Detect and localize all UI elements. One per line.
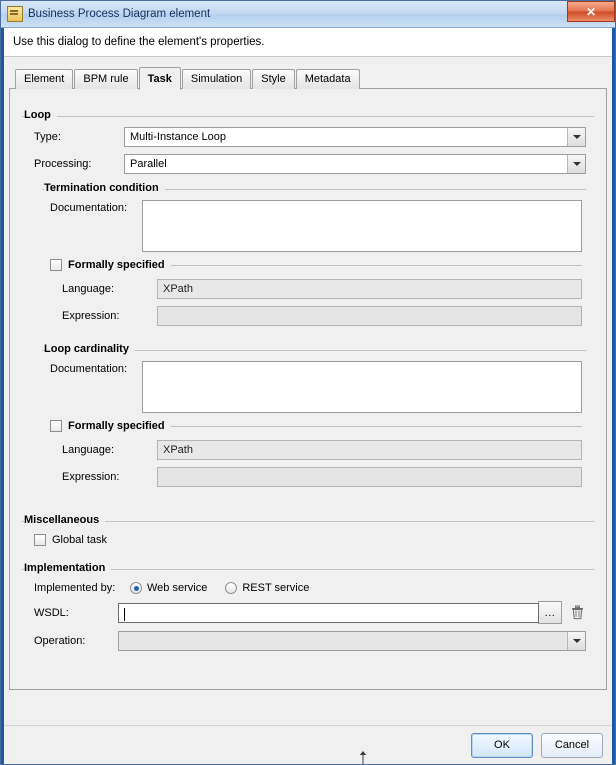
window-controls [567, 1, 615, 23]
resize-handle-icon[interactable] [356, 750, 370, 764]
termination-documentation-textarea[interactable] [142, 200, 582, 252]
cardinality-expression-field[interactable] [157, 467, 582, 487]
termination-documentation-row [50, 200, 582, 252]
cardinality-title: Loop cardinality [44, 343, 135, 355]
cardinality-formally-specified-label: Formally specified [68, 420, 165, 432]
implementation-title: Implementation [24, 562, 111, 574]
dialog-footer [1, 725, 615, 764]
loop-cardinality-group [42, 343, 586, 496]
miscellaneous-divider [22, 521, 594, 522]
termination-language-label: Language: [62, 283, 114, 295]
cardinality-body [42, 355, 586, 496]
termination-documentation-label: Documentation: [50, 202, 128, 214]
loop-processing-label: Processing: [34, 158, 92, 170]
window-left-edge [1, 28, 4, 764]
radio-web-service[interactable] [130, 582, 142, 594]
termination-language-field[interactable]: XPath [157, 279, 582, 299]
radio-web-service-label: Web service [147, 582, 208, 594]
loop-processing-value: Parallel [130, 158, 167, 170]
tab-bpm-rule[interactable]: BPM rule [74, 69, 137, 89]
loop-group-divider [22, 116, 594, 117]
tab-task[interactable]: Task [139, 67, 181, 90]
loop-group-body [22, 121, 594, 500]
wsdl-row [34, 601, 586, 624]
loop-processing-row [34, 154, 586, 174]
task-tab-panel [9, 88, 607, 690]
title-bar [1, 1, 615, 28]
close-icon[interactable]: ✕ [567, 1, 615, 22]
implemented-by-row [34, 582, 586, 594]
operation-select[interactable] [118, 631, 586, 651]
miscellaneous-group [22, 514, 594, 552]
tab-element[interactable]: Element [15, 69, 73, 89]
window-right-edge [612, 28, 615, 764]
cardinality-language-field[interactable]: XPath [157, 440, 582, 460]
cancel-button[interactable]: Cancel [541, 733, 603, 758]
chevron-down-icon[interactable] [567, 632, 585, 650]
termination-formally-specified-label: Formally specified [68, 259, 165, 271]
termination-body [42, 194, 586, 335]
cardinality-formally-specified-checkbox[interactable] [50, 420, 62, 432]
tab-bar [9, 67, 607, 89]
radio-rest-service[interactable] [225, 582, 237, 594]
cardinality-documentation-row [50, 361, 582, 413]
implementation-group [22, 562, 594, 662]
termination-expression-row [62, 306, 582, 326]
tab-style[interactable]: Style [252, 69, 294, 89]
loop-type-row [34, 127, 586, 147]
operation-row [34, 631, 586, 651]
termination-formally-divider [171, 265, 582, 266]
cardinality-expression-label: Expression: [62, 471, 120, 483]
window-title: Business Process Diagram element [28, 8, 211, 20]
wsdl-label: WSDL: [34, 606, 69, 619]
termination-condition-group [42, 182, 586, 335]
dialog-description: Use this dialog to define the element's properties. [1, 28, 615, 57]
loop-group [22, 109, 594, 500]
wsdl-input[interactable] [118, 603, 539, 623]
termination-formally-specified-checkbox[interactable] [50, 259, 62, 271]
loop-type-select[interactable] [124, 127, 586, 147]
implemented-by-label: Implemented by: [34, 582, 116, 594]
cardinality-formally-specified-header [50, 420, 582, 432]
chevron-down-icon[interactable] [567, 155, 585, 173]
global-task-checkbox[interactable] [34, 534, 46, 546]
loop-processing-select[interactable] [124, 154, 586, 174]
wsdl-browse-button[interactable]: ... [538, 601, 562, 624]
cardinality-formally-divider [171, 426, 582, 427]
implementation-body [22, 574, 594, 662]
global-task-label: Global task [52, 534, 108, 546]
loop-type-value: Multi-Instance Loop [130, 131, 226, 143]
cardinality-expression-row [62, 467, 582, 487]
termination-language-row [62, 279, 582, 299]
cardinality-documentation-textarea[interactable] [142, 361, 582, 413]
termination-expression-label: Expression: [62, 310, 120, 322]
termination-formally-specified-header [50, 259, 582, 271]
ok-button[interactable]: OK [471, 733, 533, 758]
loop-type-label: Type: [34, 131, 61, 143]
trash-icon[interactable] [568, 603, 586, 623]
cardinality-documentation-label: Documentation: [50, 363, 128, 375]
global-task-row [34, 534, 586, 546]
operation-label: Operation: [34, 635, 86, 647]
dialog-body [1, 57, 615, 725]
miscellaneous-body [22, 526, 594, 552]
termination-title: Termination condition [44, 182, 165, 194]
cardinality-language-row [62, 440, 582, 460]
tab-simulation[interactable]: Simulation [182, 69, 251, 89]
cardinality-language-label: Language: [62, 444, 114, 456]
miscellaneous-title: Miscellaneous [24, 514, 105, 526]
tab-metadata[interactable]: Metadata [296, 69, 360, 89]
chevron-down-icon[interactable] [567, 128, 585, 146]
application-icon [7, 6, 23, 22]
termination-expression-field[interactable] [157, 306, 582, 326]
loop-group-title: Loop [24, 109, 57, 121]
radio-rest-service-label: REST service [242, 582, 310, 594]
text-caret [124, 608, 125, 621]
